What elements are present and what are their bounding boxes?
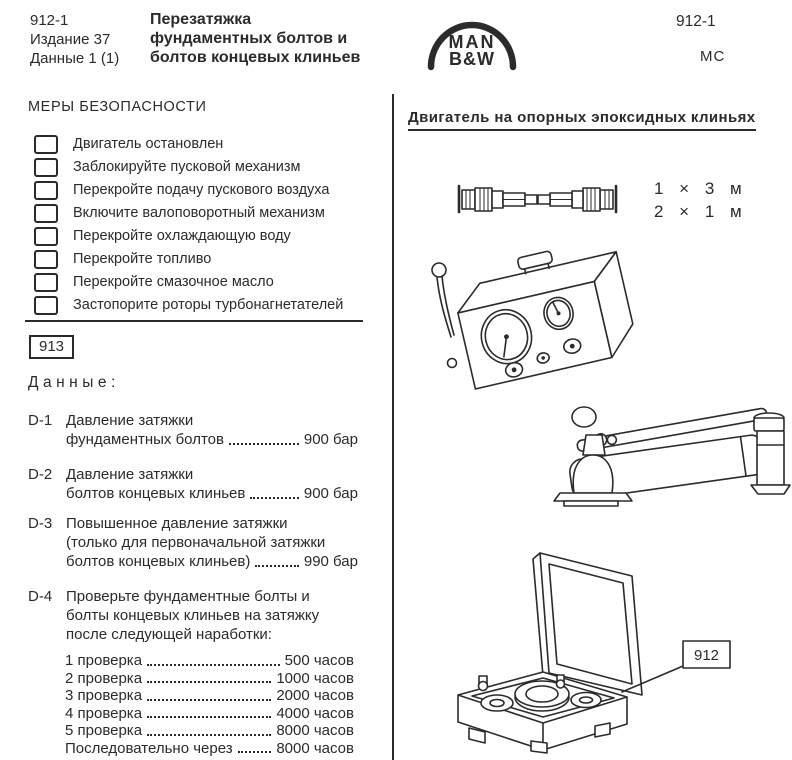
data-item-d2: D-2 Давление затяжки болтов концевых клиньев 900 бар [28, 466, 358, 502]
edition: Издание 37 [30, 31, 111, 48]
data-item-d3: D-3 Повышенное давление затяжки (только для первоначальной затяжки болтов концевых клиньев) 990 бар [28, 515, 358, 570]
table-row: 2 проверка 1000 часов [65, 669, 354, 687]
checkbox[interactable] [34, 158, 58, 177]
data-value: 900 бар [303, 431, 358, 448]
table-row: 5 проверка 8000 часов [65, 722, 354, 739]
checkbox[interactable] [34, 181, 58, 200]
dot-leader [147, 664, 280, 666]
right-section-heading: Двигатель на опорных эпоксидных клиньях [408, 109, 756, 131]
checklist-item: Включите валоповоротный механизм [34, 204, 343, 222]
checklist-item: Перекройте топливо [34, 250, 343, 268]
hydraulic-hand-pump-figure [548, 385, 792, 510]
data-item-d1: D-1 Давление затяжки фундаментных болтов 900 бар [28, 412, 358, 448]
checkbox[interactable] [34, 250, 58, 269]
dot-leader [147, 716, 271, 718]
checklist-item: Двигатель остановлен [34, 135, 343, 153]
column-divider [392, 94, 394, 760]
dot-leader [229, 443, 299, 445]
checklist-item: Перекройте смазочное масло [34, 273, 343, 291]
hose-quantity: 1 × 3 м [654, 179, 744, 198]
checkbox[interactable] [34, 135, 58, 154]
checkbox[interactable] [34, 273, 58, 292]
manbw-logo-icon [424, 8, 520, 72]
engine-series: MC [700, 48, 726, 65]
section-ref-badge: 913 [29, 335, 74, 359]
table-row: 3 проверка 2000 часов [65, 687, 354, 704]
high-pressure-hose-figure [455, 181, 620, 217]
dot-leader [147, 734, 271, 736]
check-intervals-table [65, 652, 354, 757]
page-id-block [30, 11, 119, 68]
doc-code: 912-1 [30, 12, 69, 29]
checkbox[interactable] [34, 204, 58, 223]
dot-leader [255, 565, 299, 567]
logo-text-bw: B&W [449, 49, 495, 69]
table-row: 4 проверка 4000 часов [65, 704, 354, 722]
tool-ref-label: 912 [693, 647, 720, 664]
safety-checklist [34, 135, 343, 314]
dot-leader [147, 681, 271, 683]
checklist-item: Застопорите роторы турбонагнетателей [34, 296, 343, 314]
tool-case-figure [445, 545, 790, 760]
table-row: 1 проверка 500 часов [65, 652, 354, 669]
table-row: Последовательно через 8000 часов [65, 739, 354, 757]
hose-quantity-list [654, 177, 744, 223]
page-title: Перезатяжка фундаментных болтов и болтов концевых клиньев [150, 11, 361, 66]
data-value: 900 бар [303, 485, 358, 502]
data-value: 990 бар [303, 553, 358, 570]
section-rule [25, 320, 363, 322]
checklist-item: Заблокируйте пусковой механизм [34, 158, 343, 176]
dot-leader [250, 497, 299, 499]
checklist-item: Перекройте охлаждающую воду [34, 227, 343, 245]
dot-leader [147, 699, 271, 701]
checklist-item: Перекройте подачу пускового воздуха [34, 181, 343, 199]
data-item-d4: D-4 Проверьте фундаментные болты и болты концевых клиньев на затяжку после следующей наработки: [28, 588, 320, 643]
checkbox[interactable] [34, 227, 58, 246]
doc-code-right: 912-1 [676, 13, 716, 30]
hydraulic-pump-console-figure [425, 242, 675, 392]
data-ref: Данные 1 (1) [30, 50, 120, 67]
data-heading: Данные: [28, 374, 120, 391]
checkbox[interactable] [34, 296, 58, 315]
dot-leader [238, 751, 272, 753]
logo-text-man: MAN [448, 32, 496, 52]
safety-heading: МЕРЫ БЕЗОПАСНОСТИ [28, 99, 207, 115]
hose-quantity: 2 × 1 м [654, 202, 744, 221]
data-items [28, 411, 358, 757]
